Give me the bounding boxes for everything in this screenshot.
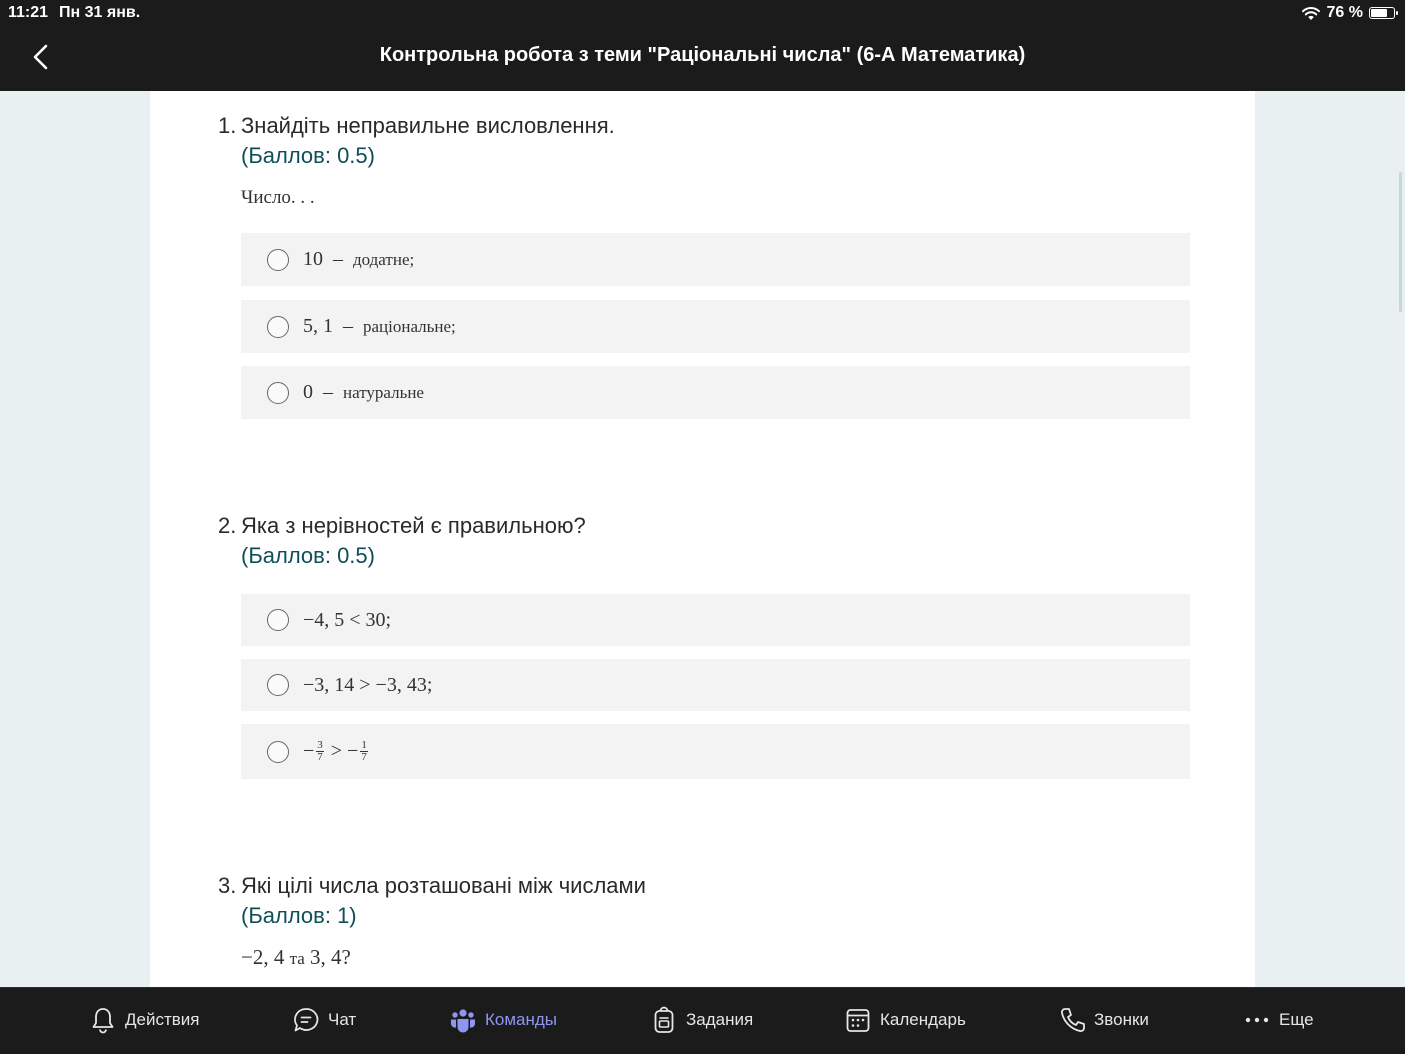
denominator: 7 — [317, 751, 323, 764]
option-text: −4, 5 < 30; — [303, 608, 392, 631]
tab-label: Действия — [125, 1010, 200, 1029]
answer-option-2-2[interactable] — [241, 659, 1190, 711]
question-number: 2. — [218, 513, 237, 538]
tab-chat[interactable] — [293, 1006, 356, 1034]
question-points: (Баллов: 1) — [241, 903, 357, 928]
tab-assignments[interactable] — [651, 1006, 753, 1034]
answer-option-1-1[interactable] — [241, 233, 1190, 286]
tab-calls[interactable] — [1059, 1006, 1149, 1034]
tab-more[interactable] — [1244, 1006, 1314, 1034]
question-2 — [218, 513, 1178, 569]
status-date: Пн 31 янв. — [59, 4, 141, 21]
option-word: додатне; — [353, 250, 415, 269]
status-time: 11:21 — [8, 4, 49, 21]
more-icon — [1244, 1006, 1270, 1034]
option-dash: – — [333, 248, 343, 270]
denominator: 7 — [361, 751, 367, 764]
tab-label: Чат — [328, 1010, 357, 1029]
question-number: 1. — [218, 113, 237, 138]
option-word: раціональне; — [363, 317, 456, 336]
number-a: −2, 4 — [241, 945, 285, 969]
option-word: натуральне — [343, 383, 424, 402]
answer-option-1-2[interactable] — [241, 300, 1190, 353]
chat-icon — [293, 1006, 319, 1034]
answer-option-2-3[interactable] — [241, 724, 1190, 779]
teams-icon — [450, 1006, 476, 1034]
option-text — [303, 315, 456, 338]
question-subtext: Число. . . — [241, 187, 315, 208]
option-number: 0 — [303, 381, 313, 403]
radio-button[interactable] — [267, 316, 289, 338]
question-points: (Баллов: 0.5) — [241, 543, 375, 568]
numerator: 1 — [361, 739, 367, 752]
bell-icon — [90, 1006, 116, 1034]
option-text — [303, 381, 424, 404]
radio-button[interactable] — [267, 741, 289, 763]
question-points: (Баллов: 0.5) — [241, 143, 375, 168]
top-bar — [0, 0, 1405, 91]
scrollbar[interactable] — [1399, 172, 1402, 312]
wifi-icon — [1301, 6, 1321, 21]
page-title: Контрольна робота з теми "Раціональні числа" (6-А Математика) — [379, 44, 1026, 66]
answer-option-1-3[interactable] — [241, 366, 1190, 419]
numerator: 3 — [317, 739, 323, 752]
quiz-content — [150, 91, 1255, 987]
minus-sign: − — [303, 739, 315, 762]
calendar-icon — [845, 1006, 871, 1034]
question-text: Які цілі числа розташовані між числами — [241, 873, 646, 898]
answer-option-2-1[interactable] — [241, 594, 1190, 646]
status-indicators — [1301, 4, 1395, 22]
bottom-tab-bar — [0, 987, 1405, 1054]
battery-fill — [1371, 9, 1387, 17]
comparison-operator: > − — [325, 739, 359, 762]
backpack-icon — [651, 1006, 677, 1034]
option-number: 5, 1 — [303, 315, 333, 337]
tab-label: Еще — [1279, 1010, 1314, 1029]
radio-button[interactable] — [267, 249, 289, 271]
tab-label: Календарь — [880, 1010, 966, 1029]
radio-button[interactable] — [267, 609, 289, 631]
conjunction: та — [289, 949, 305, 968]
radio-button[interactable] — [267, 382, 289, 404]
option-text: −3, 14 > −3, 43; — [303, 673, 433, 696]
question-1-title — [218, 113, 1178, 139]
fraction — [316, 740, 324, 763]
question-3-title — [218, 873, 1178, 899]
question-text: Знайдіть неправильне висловлення. — [241, 113, 615, 138]
option-number: 10 — [303, 248, 323, 270]
option-dash: – — [323, 381, 333, 403]
radio-button[interactable] — [267, 674, 289, 696]
tab-activity[interactable] — [90, 1006, 199, 1034]
phone-icon — [1059, 1006, 1085, 1034]
tab-teams[interactable] — [450, 1006, 557, 1034]
tab-calendar[interactable] — [845, 1006, 966, 1034]
battery-icon — [1369, 7, 1395, 19]
option-dash: – — [343, 315, 353, 337]
option-fraction-text — [303, 740, 370, 764]
number-b: 3, 4? — [310, 945, 351, 969]
tab-label: Задания — [686, 1010, 754, 1029]
question-number: 3. — [218, 873, 237, 898]
option-text — [303, 248, 414, 271]
tab-label: Звонки — [1094, 1010, 1149, 1029]
tab-label: Команды — [485, 1010, 558, 1029]
question-3 — [218, 873, 1178, 970]
battery-percent: 76 % — [1326, 4, 1363, 21]
fraction — [360, 740, 368, 763]
question-subtext — [241, 945, 1178, 970]
question-2-title — [218, 513, 1178, 539]
question-1 — [218, 113, 1178, 209]
question-text: Яка з нерівностей є правильною? — [241, 513, 586, 538]
